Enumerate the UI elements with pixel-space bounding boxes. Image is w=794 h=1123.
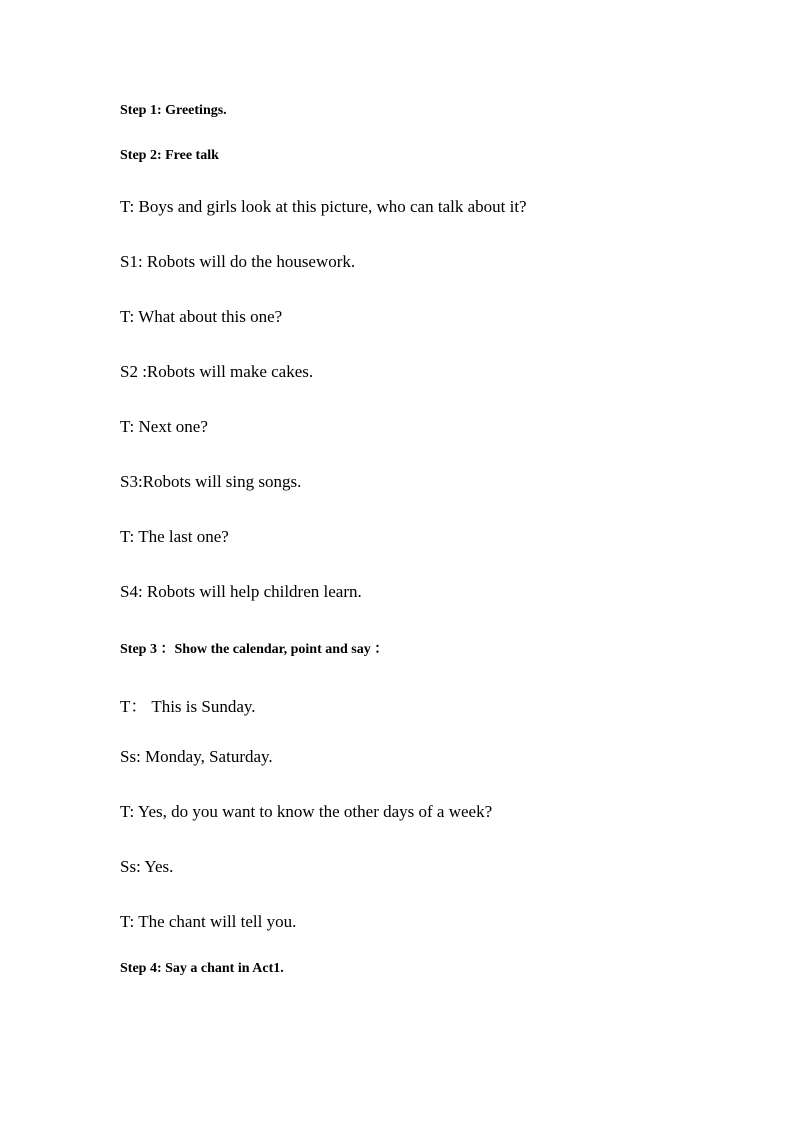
step-2-heading: Step 2: Free talk: [120, 148, 219, 163]
dialogue-line: T: Yes, do you want to know the other days of a week?: [120, 802, 493, 821]
dialogue-line: T: Boys and girls look at this picture, who can talk about it?: [120, 197, 527, 216]
dialogue-line: T: Next one?: [120, 417, 208, 436]
dialogue-line: T: The last one?: [120, 527, 229, 546]
dialogue-line: S4: Robots will help children learn.: [120, 582, 362, 601]
dialogue-line: Ss: Monday, Saturday.: [120, 747, 273, 766]
dialogue-line: Ss: Yes.: [120, 857, 174, 876]
step-3-heading: Step 3 ：Show the calendar, point and say ：: [120, 642, 389, 657]
step-4-heading: Step 4: Say a chant in Act1.: [120, 961, 284, 976]
dialogue-line: T： This is Sunday.: [120, 697, 256, 716]
dialogue-line: T: The chant will tell you.: [120, 912, 297, 931]
dialogue-line: T: What about this one?: [120, 307, 283, 326]
dialogue-line: S2 :Robots will make cakes.: [120, 362, 314, 381]
dialogue-line: S1: Robots will do the housework.: [120, 252, 356, 271]
dialogue-line: S3:Robots will sing songs.: [120, 472, 302, 491]
step-1-heading: Step 1: Greetings.: [120, 103, 227, 118]
